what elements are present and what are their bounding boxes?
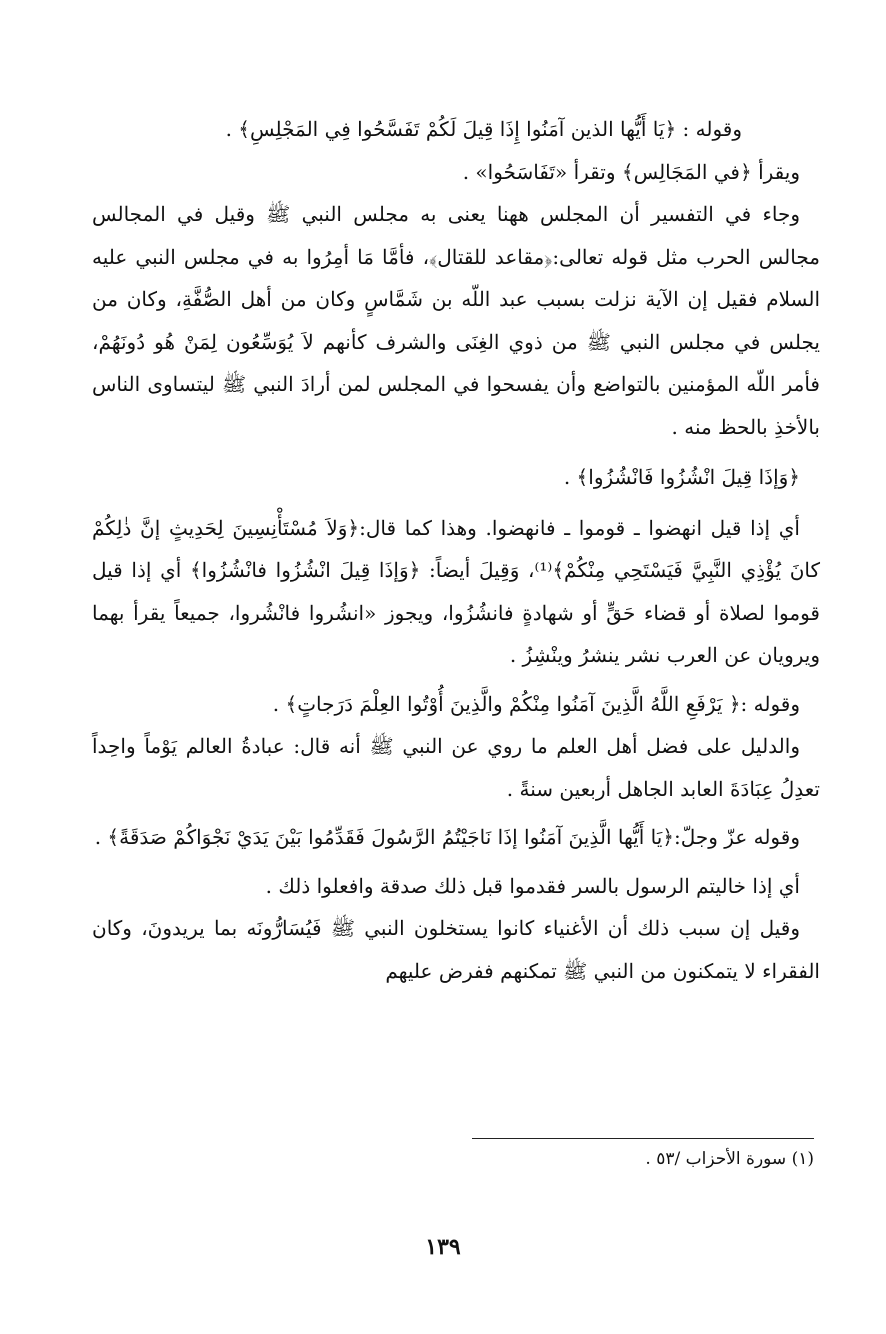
page-number: ١٣٩ [425,1234,461,1260]
paragraph-tafsir-majlis: وجاء في التفسير أن المجلس ههنا يعنى به مجلس النبي ﷺ وقيل في المجالس مجالس الحرب مثل قوله تعالى:﴿مقاعد للقتال﴾، فأمَّا مَا أمِرُوا به في مجلس النبي عليه السلام فقيل إن الآية نزلت بسبب عبد اللّه بن شَمَّاسٍ وكان من أهل الصُّفَّةِ، وكان من يجلس في مجلس النبي ﷺ من ذوي الغِنَى والشرف كأنهم لاَ يُوَسِّعُون لِمَنْ هُو دُونَهُمْ، فأمر اللّه المؤمنين بالتواضع وأن يفسحوا في المجلس لمن أرادَ النبي ﷺ ليتساوى الناس بالأخذِ بالحظ منه . [92,202,820,439]
paragraph-verse-intro: وقوله : ﴿يَا أَيُّها الذين آمَنُوا إِذَا قِيلَ لَكُمْ تَفَسَّحُوا فِي المَجْلِسِ﴾ . [225,117,742,141]
footnote: (١) سورة الأحزاب /٥٣ . [645,1149,814,1169]
footnote-divider [472,1138,814,1139]
paragraph-verse-najwa: وقوله عزّ وجلّ:﴿يَا أَيُّها الَّذِينَ آمَنُوا إذَا نَاجَيْتُمُ الرَّسُولَ فَقَدِّمُوا بَيْنَ يَدَيْ نَجْوَاكُمْ صَدَقَةً﴾ . [94,825,800,849]
paragraph-reading-variant: ويقرأ ﴿في المَجَالِس﴾ وتقرأ «تَفَاسَحُوا» . [462,159,800,184]
paragraph-verse-rafa: وقوله :﴿ يَرْفَعِ اللَّهُ الَّذِينَ آمَنُوا مِنْكُمْ والَّذِينَ أُوْتُوا العِلْمَ دَرَجاتٍ﴾ . [272,691,800,716]
paragraph-najwa-reason: وقيل إن سبب ذلك أن الأغنياء كانوا يستخلون النبي ﷺ فَيُسَارُّونَه بما يريدونَ، وكان الفقراء لا يتمكنون من النبي ﷺ تمكنهم ففرض عليهم [92,916,820,983]
paragraph-nushuz-explanation: أي إذا قيل انهضوا ـ قوموا ـ فانهضوا. وهذا كما قال:﴿وَلاَ مُسْتَأْنِسِينَ لِحَدِيثٍ إنَّ ذٰلِكُمْ كانَ يُؤْذِي النَّبِيَّ فَيَسْتَحِي مِنْكُمْ﴾⁽¹⁾، وَقِيلَ أيضاً: ﴿وَإذَا قِيلَ انْشُزُوا فانْشُزُوا﴾ أي إذا قيل قوموا لصلاة أو قضاء حَقٍّ أو شهادةٍ فانشُزُوا، ويجوز «انشُروا فانْشُروا، جميعاً يقرأ بهما ويرويان عن العرب نشر ينشرُ وينْشِزُ . [92,515,821,667]
paragraph-knowledge-virtue: والدليل على فضل أهل العلم ما روي عن النبي ﷺ أنه قال: عبادةُ العالم يَوْماً واحِداً تعدِلُ عِبَادَةَ العابد الجاهل أربعين سنةً . [92,734,820,801]
paragraph-najwa-explanation: أي إذا خاليتم الرسول بالسر فقدموا قبل ذلك صدقة وافعلوا ذلك . [265,873,800,898]
paragraph-verse-nushuz: ﴿وَإذَا قِيلَ انْشُزُوا فَانْشُزُوا﴾ . [563,465,800,489]
main-text [92,108,820,992]
